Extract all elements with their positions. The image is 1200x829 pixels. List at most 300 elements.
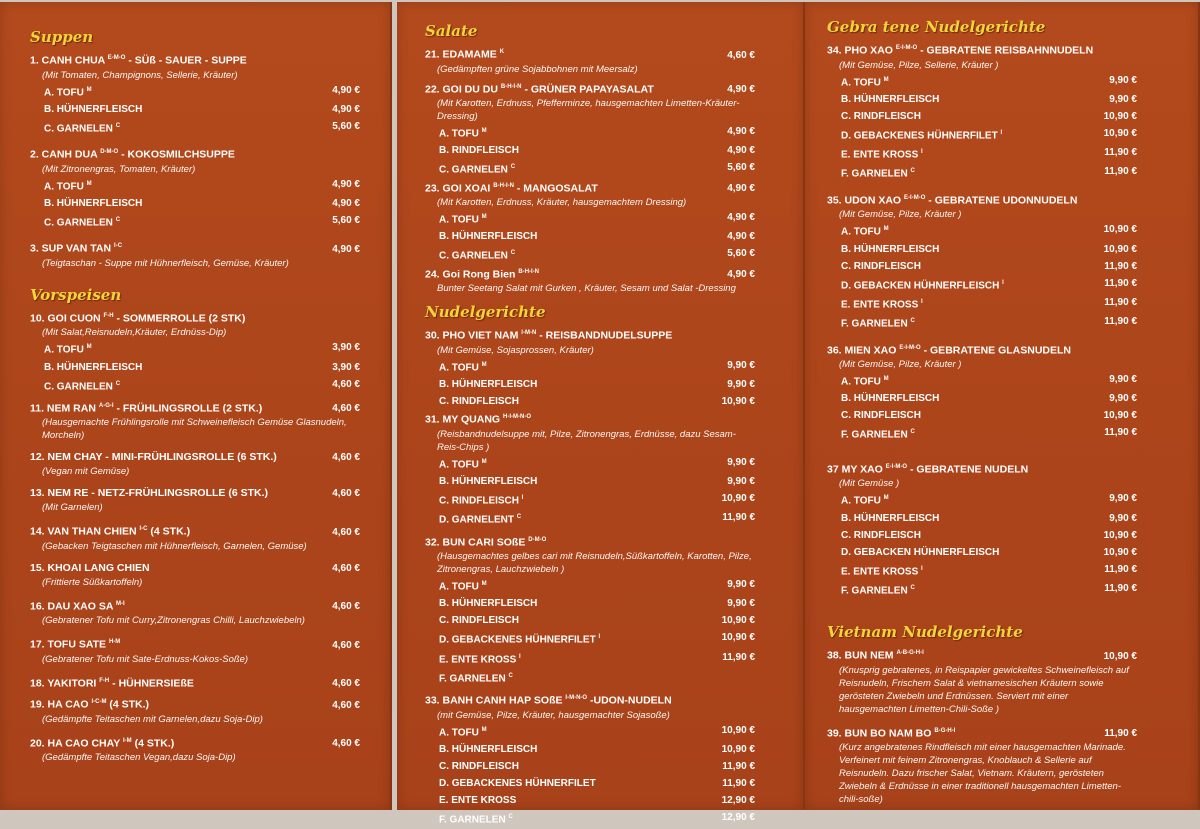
option-price: 12,90 € (721, 812, 755, 824)
menu-item-name (827, 460, 1028, 478)
option-price: 4,90 € (727, 212, 755, 224)
allergen-code: M (883, 495, 889, 502)
option-name: A. TOFU (44, 180, 84, 192)
option-label (439, 245, 515, 264)
allergen-codes: I-C (139, 526, 148, 533)
option-name: E. ENTE KROSS (439, 795, 517, 807)
allergen-codes: E-M-O (107, 55, 126, 61)
allergen-code: M (883, 376, 889, 383)
allergen-code: I (921, 149, 923, 156)
option-price: 9,90 € (1109, 493, 1137, 505)
section-title-vorspeisen: Vorspeisen (30, 285, 122, 304)
menu-option (827, 371, 1137, 390)
option-label (439, 454, 487, 473)
menu-item-row (425, 265, 755, 283)
menu-item-row (827, 191, 1137, 209)
option-price: 5,60 € (332, 214, 360, 226)
option-name: C. RINDFLEISCH (841, 110, 921, 122)
dish-description: (Mit Gemüse, Pilze, Kräuter ) (839, 359, 962, 371)
menu-item-row (827, 460, 1137, 478)
menu-item (30, 450, 360, 478)
menu-option (827, 125, 1137, 144)
menu-option (425, 228, 755, 245)
dish-subtitle: - NETZ-FRÜHLINGSROLLE (6 STK.) (88, 487, 269, 500)
allergen-codes: M-I (115, 600, 125, 607)
menu-option (425, 612, 755, 629)
dish-name: 17. TOFU SATE (30, 638, 107, 651)
option-name: C. RINDFLEISCH (841, 410, 921, 422)
option-price: 11,90 € (1104, 277, 1137, 289)
price: 4,60 € (332, 562, 360, 574)
menu-item-name (425, 179, 598, 197)
option-name: A. TOFU (439, 581, 479, 593)
allergen-codes: A-B-G-H-I (896, 650, 924, 657)
option-name: E. ENTE KROSS (841, 565, 919, 577)
option-price: 11,90 € (1104, 316, 1137, 328)
dish-description: (Gedämpfte Teitaschen Vegan,dazu Soja-Dip) (42, 752, 236, 764)
menu-option (425, 576, 755, 595)
option-name: A. TOFU (44, 86, 84, 98)
option-name: F. GARNELEN (439, 673, 506, 685)
menu-option (827, 144, 1137, 163)
dish-description: (Gebratener Tofu mit Curry,Zitronengras Chilli, Lauchzwiebeln) (42, 615, 305, 627)
allergen-code: M (86, 344, 92, 351)
dish-subtitle: - REISBANDNUDELSUPPE (536, 329, 673, 342)
allergen-code: C (516, 514, 522, 521)
menu-option (425, 629, 755, 648)
option-price: 5,60 € (727, 162, 755, 174)
menu-item (827, 724, 1137, 807)
menu-item (30, 597, 360, 628)
option-name: C. RINDFLEISCH (841, 260, 921, 272)
column-middle (425, 22, 755, 829)
option-name: B. HÜHNERFLEISCH (439, 231, 538, 243)
menu-item (827, 341, 1137, 444)
option-name: A. TOFU (841, 376, 881, 388)
option-price: 4,90 € (332, 103, 360, 115)
menu-option (827, 258, 1137, 275)
option-label (439, 668, 513, 687)
dish-subtitle: - MANGOSALAT (513, 182, 598, 195)
dish-name: 33. BANH CANH HAP SOßE (425, 694, 563, 707)
option-name: B. HÜHNERFLEISCH (841, 512, 940, 524)
allergen-codes: B-H-I-N (518, 268, 540, 275)
menu-option (425, 209, 755, 228)
option-name: C. RINDFLEISCH (841, 529, 921, 541)
menu-item (30, 635, 360, 666)
menu-option (425, 376, 755, 393)
menu-item-row (827, 41, 1137, 59)
menu-item (30, 486, 360, 514)
menu-option (425, 490, 755, 509)
menu-option (30, 339, 360, 358)
price: 11,90 € (1104, 728, 1137, 740)
menu-item-name (425, 691, 672, 709)
option-price: 4,90 € (727, 126, 755, 137)
menu-item-row (425, 326, 755, 344)
option-label (44, 339, 92, 358)
option-label (841, 424, 915, 443)
dish-description: (mit Gemüse, Pilze, Kräuter, hausgemachter Sojasoße) (437, 709, 670, 721)
option-label (44, 101, 142, 118)
menu-option (30, 376, 360, 395)
option-price: 9,90 € (727, 475, 755, 487)
allergen-codes: E-I-M-O (899, 344, 921, 351)
option-name: A. TOFU (841, 226, 881, 238)
menu-option (425, 649, 755, 668)
menu-panel-middle (397, 2, 805, 826)
price: 4,90 € (727, 183, 755, 195)
price: 4,60 € (332, 601, 360, 613)
option-name: D. GEBACKENES HÜHNERFILET (439, 778, 596, 790)
dish-description: (Mit Salat,Reisnudeln,Kräuter, Erdnüss-Dip) (42, 327, 227, 339)
dish-subtitle: -UDON-NUDELN (587, 694, 672, 707)
dish-description: (Vegan mit Gemüse) (42, 466, 130, 478)
option-label (841, 510, 939, 527)
allergen-codes: B-H-I-N (493, 182, 514, 189)
menu-option (827, 91, 1137, 108)
option-label (841, 544, 999, 561)
allergen-codes: F-H (103, 312, 114, 319)
menu-item-row (30, 51, 360, 69)
option-name: A. TOFU (439, 128, 479, 140)
option-price: 10,90 € (721, 396, 755, 408)
menu-item (425, 691, 755, 828)
menu-item-row (30, 597, 360, 615)
section-title-salate: Salate (425, 22, 478, 40)
option-name: B. HÜHNERFLEISCH (439, 379, 538, 391)
menu-item-row (30, 635, 360, 653)
dish-description: (Mit Karotten, Erdnuss, Pfefferminze, hausgemachten Limetten-Kräuter-Dressing) (437, 98, 740, 122)
allergen-code: C (910, 318, 915, 325)
option-label (439, 649, 521, 668)
allergen-code: C (510, 250, 516, 257)
dish-name: 37 MY XAO (827, 463, 883, 476)
option-label (439, 595, 537, 612)
dish-subtitle: - GEBRATENE UDONNUDELN (925, 194, 1078, 207)
option-name: B. HÜHNERFLEISCH (439, 744, 538, 756)
option-label (841, 144, 923, 163)
allergen-code: C (910, 168, 915, 175)
option-name: F. GARNELEN (841, 585, 908, 597)
dish-description: (Knusprig gebratenes, in Reispapier gewickeltes Schweinefleisch auf Reisnudeln, Frischem Salat & vietnamesischen Kräutern sowie gerösteten Zwiebeln und Erdnüssen. Serviert mit einer hausgemachten Limetten-Chili-Soße ) (839, 664, 1129, 715)
option-price: 12,90 € (721, 795, 755, 807)
option-name: B. HÜHNERFLEISCH (439, 475, 538, 487)
allergen-code: C (115, 122, 121, 129)
dish-description: (Teigtaschan - Suppe mit Hühnerfleisch, Gemüse, Kräuter) (42, 257, 289, 269)
option-name: E. ENTE KROSS (841, 149, 919, 161)
dish-name: 23. GOI XOAI (425, 182, 491, 195)
option-label (841, 407, 921, 424)
allergen-codes: I-C (114, 243, 123, 250)
option-label (439, 612, 519, 629)
menu-item (425, 179, 755, 265)
menu-item-name (827, 341, 1071, 359)
option-price: 4,90 € (332, 178, 360, 190)
option-name: F. GARNELEN (439, 814, 506, 826)
option-label (44, 118, 120, 137)
allergen-code: C (510, 164, 516, 171)
option-price: 10,90 € (721, 632, 755, 644)
option-label (841, 561, 923, 580)
dish-subtitle: - GEBRATENE NUDELN (907, 463, 1029, 476)
menu-item-name (30, 486, 268, 501)
menu-option (30, 118, 360, 137)
menu-option (425, 775, 755, 792)
allergen-code: M (883, 76, 889, 83)
allergen-code: I (921, 298, 923, 305)
allergen-codes: A-G-I (98, 402, 114, 409)
menu-item-row (30, 486, 360, 501)
menu-option (827, 275, 1137, 294)
option-price: 10,90 € (1103, 546, 1137, 558)
allergen-code: I (521, 494, 524, 501)
option-label (439, 209, 487, 228)
menu-item-row (827, 724, 1137, 742)
dish-name: 39. BUN BO NAM BO (827, 727, 932, 740)
option-name: C. RINDFLEISCH (439, 396, 519, 408)
dish-description: (Gebratener Tofu mit Sate-Erdnuss-Kokos-Soße) (42, 653, 249, 665)
menu-option (827, 221, 1137, 240)
menu-item-name (30, 145, 235, 163)
dish-name: 38. BUN NEM (827, 649, 894, 662)
option-price: 10,90 € (721, 615, 755, 627)
dish-subtitle: - KOKOSMILCHSUPPE (118, 148, 235, 161)
dish-subtitle: - GEBRATENE REISBAHNNUDELN (917, 44, 1094, 57)
menu-item-name (425, 265, 539, 283)
menu-option (425, 357, 755, 376)
option-price: 11,90 € (722, 778, 755, 790)
option-name: C. RINDFLEISCH (439, 761, 519, 773)
price: 4,60 € (332, 738, 360, 750)
option-label (841, 294, 923, 313)
option-label (439, 629, 600, 648)
option-price: 11,90 € (1104, 582, 1137, 594)
menu-item-row (425, 80, 755, 98)
menu-item-row (30, 309, 360, 327)
option-label (841, 258, 921, 275)
menu-option (425, 454, 755, 473)
dish-name: 2. CANH DUA (30, 148, 98, 161)
option-price: 9,90 € (1109, 374, 1137, 386)
option-label (439, 775, 596, 792)
menu-option (827, 390, 1137, 407)
option-label (44, 359, 142, 376)
menu-item-row (30, 399, 360, 417)
menu-option (425, 245, 755, 264)
menu-option (827, 544, 1137, 561)
dish-name: 30. PHO VIET NAM (425, 329, 519, 342)
menu-item-row (425, 45, 755, 63)
option-name: C. RINDFLEISCH (439, 615, 519, 627)
menu-item (425, 80, 755, 179)
allergen-code: C (508, 814, 513, 821)
allergen-codes: E-I-M-O (895, 45, 918, 51)
allergen-codes: B-G-H-I (934, 727, 956, 734)
option-label (841, 125, 1002, 144)
menu-item-row (827, 341, 1137, 359)
allergen-code: M (86, 86, 92, 93)
dish-description: (Mit Karotten, Erdnuss, Kräuter, hausgemachtem Dressing) (437, 197, 687, 209)
menu-option (827, 241, 1137, 258)
menu-item-row (30, 695, 360, 713)
option-name: B. HÜHNERFLEISCH (44, 197, 143, 209)
menu-item (827, 460, 1137, 599)
option-price: 9,90 € (1109, 512, 1137, 524)
menu-option (827, 490, 1137, 509)
menu-option (425, 509, 755, 528)
menu-option (827, 72, 1137, 91)
menu-item-row (425, 410, 755, 428)
menu-item-name (425, 326, 672, 344)
allergen-codes: H-M (108, 639, 121, 646)
option-label (841, 371, 889, 390)
dish-name: 12. NEM CHAY (30, 451, 103, 464)
dish-description: (Mit Gemüse, Sojasprossen, Kräuter) (437, 344, 594, 356)
menu-item-row (30, 734, 360, 752)
option-label (44, 82, 92, 101)
option-price: 9,90 € (1109, 93, 1137, 105)
menu-item (30, 734, 360, 765)
allergen-code: I (519, 653, 521, 660)
dish-name: 11. NEM RAN (30, 402, 96, 415)
menu-option (425, 393, 755, 410)
option-price: 5,60 € (332, 120, 360, 132)
menu-item-name (827, 191, 1077, 209)
menu-option (827, 580, 1137, 599)
option-label (841, 390, 939, 407)
menu-item-row (30, 450, 360, 465)
allergen-code: M (481, 458, 487, 465)
option-name: A. TOFU (44, 344, 84, 356)
dish-name: 15. KHOAI LANG CHIEN (30, 561, 150, 574)
dish-description: (Mit Zitronengras, Tomaten, Kräuter) (42, 163, 196, 175)
column-right (827, 18, 1137, 806)
option-label (841, 275, 1004, 294)
option-price: 11,90 € (1104, 296, 1137, 308)
dish-name: 13. NEM RE (30, 487, 89, 500)
dish-subtitle: - SÜß - SAUER - SUPPE (125, 54, 247, 67)
allergen-code: M (481, 128, 487, 134)
allergen-codes: I-M-N-O (565, 695, 588, 702)
menu-item-name (827, 41, 1093, 59)
menu-item (30, 399, 360, 443)
price: 4,90 € (727, 84, 755, 95)
option-label (439, 809, 513, 828)
price: 4,90 € (727, 269, 755, 281)
menu-item (425, 265, 755, 296)
option-price: 4,90 € (332, 197, 360, 209)
menu-option (425, 123, 755, 142)
menu-option (827, 424, 1137, 443)
menu-item-name (30, 635, 120, 653)
menu-item-name (827, 724, 955, 742)
dish-name: 18. YAKITORI (30, 677, 97, 690)
option-price: 11,90 € (1104, 166, 1137, 178)
menu-option (30, 101, 360, 118)
menu-item-name (30, 51, 247, 69)
option-label (841, 527, 921, 544)
dish-subtitle: - FRÜHLINGSROLLE (2 STK.) (113, 402, 263, 415)
allergen-codes: K (499, 49, 505, 55)
dish-subtitle: - MINI-FRÜHLINGSROLLE (6 STK.) (102, 451, 277, 464)
menu-item-name (30, 674, 194, 692)
menu-option (827, 561, 1137, 580)
dish-name: 21. EDAMAME (425, 48, 497, 61)
option-label (439, 228, 537, 245)
option-price: 11,90 € (1104, 147, 1137, 159)
price: 4,60 € (332, 403, 360, 415)
option-price: 10,90 € (1103, 529, 1137, 541)
menu-item (425, 326, 755, 410)
option-name: B. HÜHNERFLEISCH (841, 393, 940, 405)
option-name: B. HÜHNERFLEISCH (841, 243, 940, 255)
option-price: 3,90 € (332, 342, 360, 354)
price: 4,60 € (332, 452, 360, 464)
option-price: 9,90 € (1109, 74, 1137, 86)
menu-item-row (425, 179, 755, 197)
allergen-code: M (883, 226, 889, 233)
option-name: C. GARNELEN (439, 250, 508, 262)
menu-option (827, 510, 1137, 527)
allergen-code: C (115, 380, 121, 387)
option-price: 10,90 € (721, 492, 755, 504)
option-label (841, 221, 889, 240)
option-price: 9,90 € (727, 598, 755, 610)
menu-item-name (30, 239, 122, 257)
menu-item-name (827, 646, 924, 664)
menu-item (30, 674, 360, 692)
option-name: D. GEBACKEN HÜHNERFLEISCH (841, 546, 1000, 558)
menu-option (30, 212, 360, 231)
option-label (439, 376, 537, 393)
option-price: 3,90 € (332, 361, 360, 373)
allergen-code: I (921, 565, 923, 572)
menu-item-name (30, 695, 149, 713)
dish-name: 16. DAU XAO SA (30, 600, 114, 613)
menu-item-row (30, 674, 360, 692)
menu-item-row (30, 239, 360, 257)
menu-option (30, 359, 360, 376)
dish-description: Bunter Seetang Salat mit Gurken , Kräuter, Sesam und Salat -Dressing (437, 283, 736, 295)
option-name: D. GEBACKEN HÜHNERFLEISCH (841, 279, 1000, 291)
option-label (439, 142, 519, 159)
option-label (841, 580, 915, 599)
dish-subtitle: (4 STK.) (147, 525, 191, 538)
dish-subtitle: (4 STK.) (106, 698, 150, 711)
dish-name: 24. Goi Rong Bien (425, 268, 516, 281)
option-price: 9,90 € (727, 579, 755, 591)
option-label (841, 241, 939, 258)
menu-option (827, 527, 1137, 544)
option-price: 9,90 € (1109, 393, 1137, 405)
dish-name: 20. HA CAO CHAY (30, 737, 121, 750)
option-price: 11,90 € (722, 512, 755, 524)
option-price: 11,90 € (1104, 260, 1137, 272)
option-price: 11,90 € (1104, 427, 1137, 439)
option-name: A. TOFU (841, 495, 881, 507)
price: 4,60 € (332, 639, 360, 651)
menu-item (827, 646, 1137, 716)
option-price: 4,90 € (727, 145, 755, 157)
option-label (439, 159, 515, 178)
menu-item (30, 522, 360, 553)
menu-option (425, 142, 755, 159)
menu-option (425, 741, 755, 758)
dish-description: (Gedämpften grüne Sojabbohnen mit Meersalz) (437, 63, 638, 75)
menu-panel-right (805, 2, 1200, 810)
section-title-gebratene: Gebra tene Nudelgerichte (827, 18, 1046, 36)
